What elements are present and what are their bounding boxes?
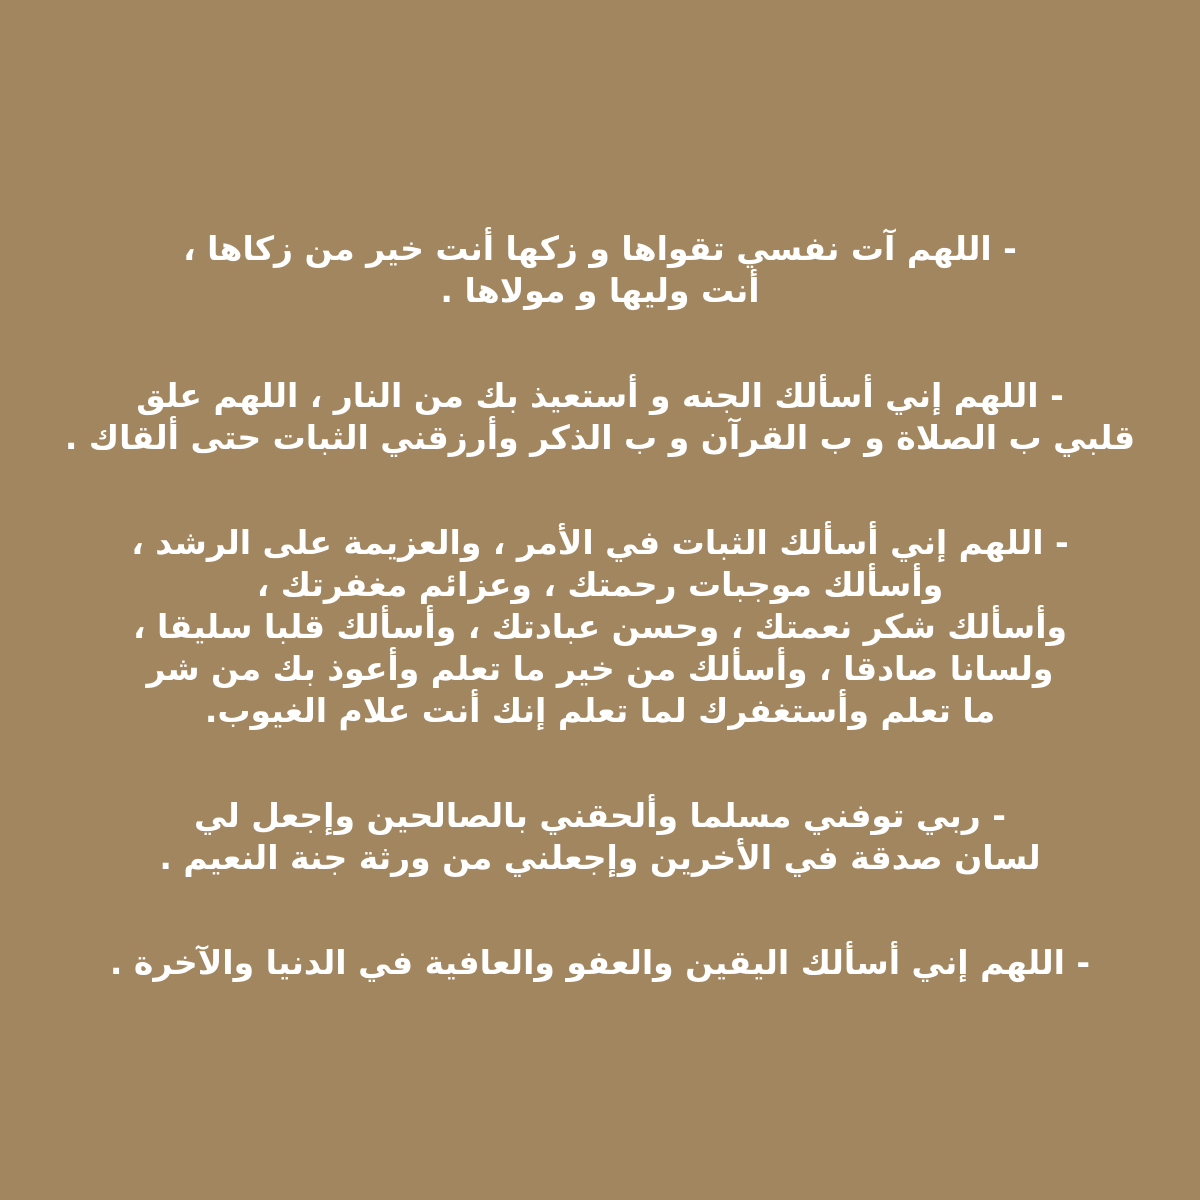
dua-line: قلبي ب الصلاة و ب القرآن و ب الذكر وأرزقني الثبات حتى ألقاك . (64, 418, 1136, 457)
dua-stanza-3 (60, 522, 1140, 732)
dua-line: ولسانا صادقا ، وأسألك من خير ما تعلم وأعوذ بك من شر (146, 649, 1054, 688)
dua-stanza-4 (60, 795, 1140, 879)
dua-line: - ربي توفني مسلما وألحقني بالصالحين وإجعل لي (194, 796, 1006, 835)
dua-line: - اللهم إني أسألك اليقين والعفو والعافية في الدنيا والآخرة . (109, 943, 1091, 982)
dua-line: وأسألك شكر نعمتك ، وحسن عبادتك ، وأسألك قلبا سليقا ، (132, 607, 1068, 646)
dua-text-block (60, 228, 1140, 984)
dua-stanza-2 (60, 375, 1140, 459)
dua-line: - اللهم إني أسألك الثبات في الأمر ، والعزيمة على الرشد ، (131, 523, 1069, 562)
dua-line: وأسألك موجبات رحمتك ، وعزائم مغفرتك ، (256, 565, 944, 604)
dua-line: ما تعلم وأستغفرك لما تعلم إنك أنت علام الغيوب. (204, 691, 996, 730)
dua-line: أنت وليها و مولاها . (440, 271, 760, 310)
dua-stanza-5 (60, 942, 1140, 984)
dua-line: - اللهم إني أسألك الجنه و أستعيذ بك من النار ، اللهم علق (136, 376, 1064, 415)
dua-line: - اللهم آت نفسي تقواها و زكها أنت خير من زكاها ، (183, 229, 1017, 268)
dua-stanza-1 (60, 228, 1140, 312)
dua-line: لسان صدقة في الأخرين وإجعلني من ورثة جنة النعيم . (159, 838, 1041, 877)
